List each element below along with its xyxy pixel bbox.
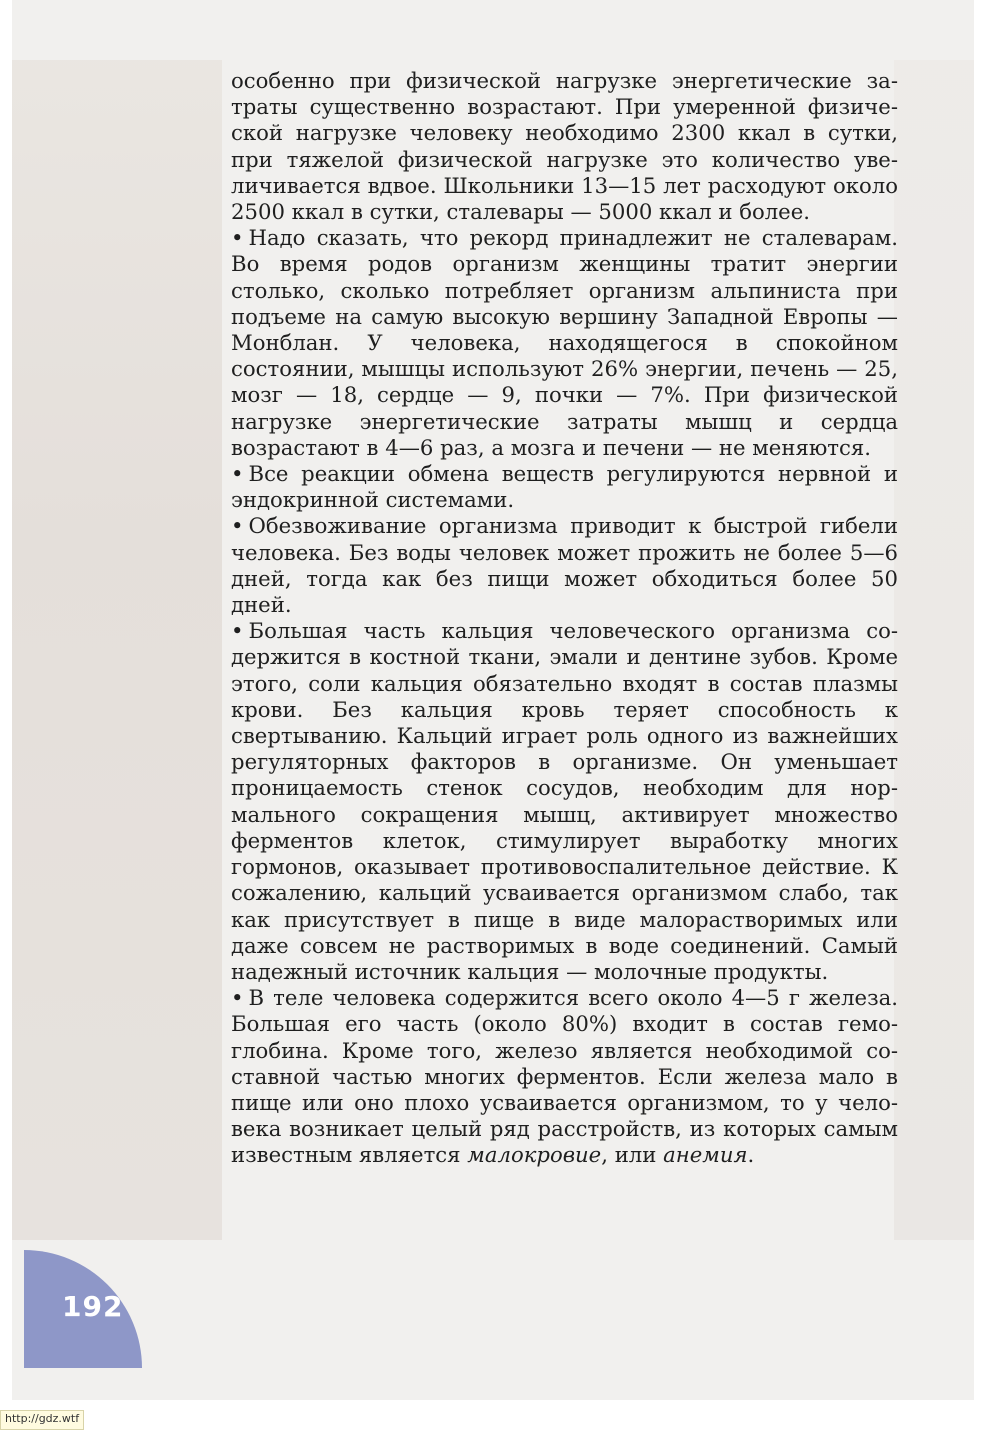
bleed-through-left — [12, 60, 222, 1240]
paragraph-text: Все реакции обмена веществ регулируются нервной и эндокринной системами. — [231, 461, 898, 513]
bullet-icon: • — [231, 461, 244, 487]
paragraph-text-connector: , или — [601, 1142, 664, 1168]
paragraph-text: В теле человека содержится всего около 4—5 г железа. Большая его часть (около 80%) входит в состав гемоглобина. Кроме того, железо является необходимой составной частью многих ферментов. Если железа мало в пище или оно плохо усваивается организмом, то у человека возникает целый ряд расстройств, из которых самым известным является — [231, 985, 898, 1168]
term-anemia-ru: малокровие — [467, 1142, 602, 1168]
paragraph-regulation — [231, 461, 898, 513]
paragraph-intro — [231, 68, 898, 225]
paragraph-text: особенно при физической нагрузке энергетические затраты существенно возрастают. При умеренной физической нагрузке человеку необходимо 2300 ккал в сутки, при тяжелой физической нагрузке это количество увеличивается вдвое. Школьники 13—15 лет расходуют около 2500 ккал в сутки, сталевары — 5000 ккал и более. — [231, 68, 898, 225]
bullet-icon: • — [231, 618, 244, 644]
paragraph-iron — [231, 985, 898, 1168]
body-text — [231, 68, 898, 1169]
paragraph-text-end: . — [747, 1142, 755, 1168]
paragraph-text: Надо сказать, что рекорд принадлежит не сталеварам. Во время родов организм женщины тратит энергии столько, сколько потребляет организм альпиниста при подъеме на самую высокую вершину Западной Европы — Монблан. У человека, находящегося в спокойном состоянии, мышцы используют 26% энергии, печень — 25, мозг — 18, сердце — 9, почки — 7%. При физической нагрузке энергетические затраты мышц и сердца возрастают в 4—6 раз, а мозга и печени — не меняются. — [231, 225, 898, 460]
paragraph-calcium — [231, 618, 898, 985]
page-number: 192 — [62, 1290, 124, 1323]
watermark-link[interactable]: http://gdz.wtf — [0, 1410, 84, 1430]
bullet-icon: • — [231, 513, 244, 539]
bullet-icon: • — [231, 985, 244, 1011]
paragraph-dehydration — [231, 513, 898, 618]
term-anemia: анемия — [663, 1142, 748, 1168]
paragraph-text: Обезвоживание организма приводит к быстрой гибели человека. Без воды человек может прожить не более 5—6 дней, тогда как без пищи может обходиться более 50 дней. — [231, 513, 898, 618]
paragraph-record — [231, 225, 898, 461]
bleed-through-right — [894, 60, 974, 1240]
paragraph-text: Большая часть кальция человеческого организма содержится в костной ткани, эмали и дентине зубов. Кроме этого, соли кальция обязательно входят в состав плазмы крови. Без кальция кровь теряет способность к свертыванию. Кальций играет роль одного из важнейших регуляторных факторов в организме. Он уменьшает проницаемость стенок сосудов, необходим для нормального сокращения мышц, активирует множество ферментов клеток, стимулирует выработку многих гормонов, оказывает противовоспалительное действие. К сожалению, кальций усваивается организмом слабо, так как присутствует в пище в виде малорастворимых или даже совсем не растворимых в воде соединений. Самый надежный источник кальция — молочные продукты. — [231, 618, 898, 984]
bullet-icon: • — [231, 225, 244, 251]
textbook-page — [12, 0, 974, 1400]
